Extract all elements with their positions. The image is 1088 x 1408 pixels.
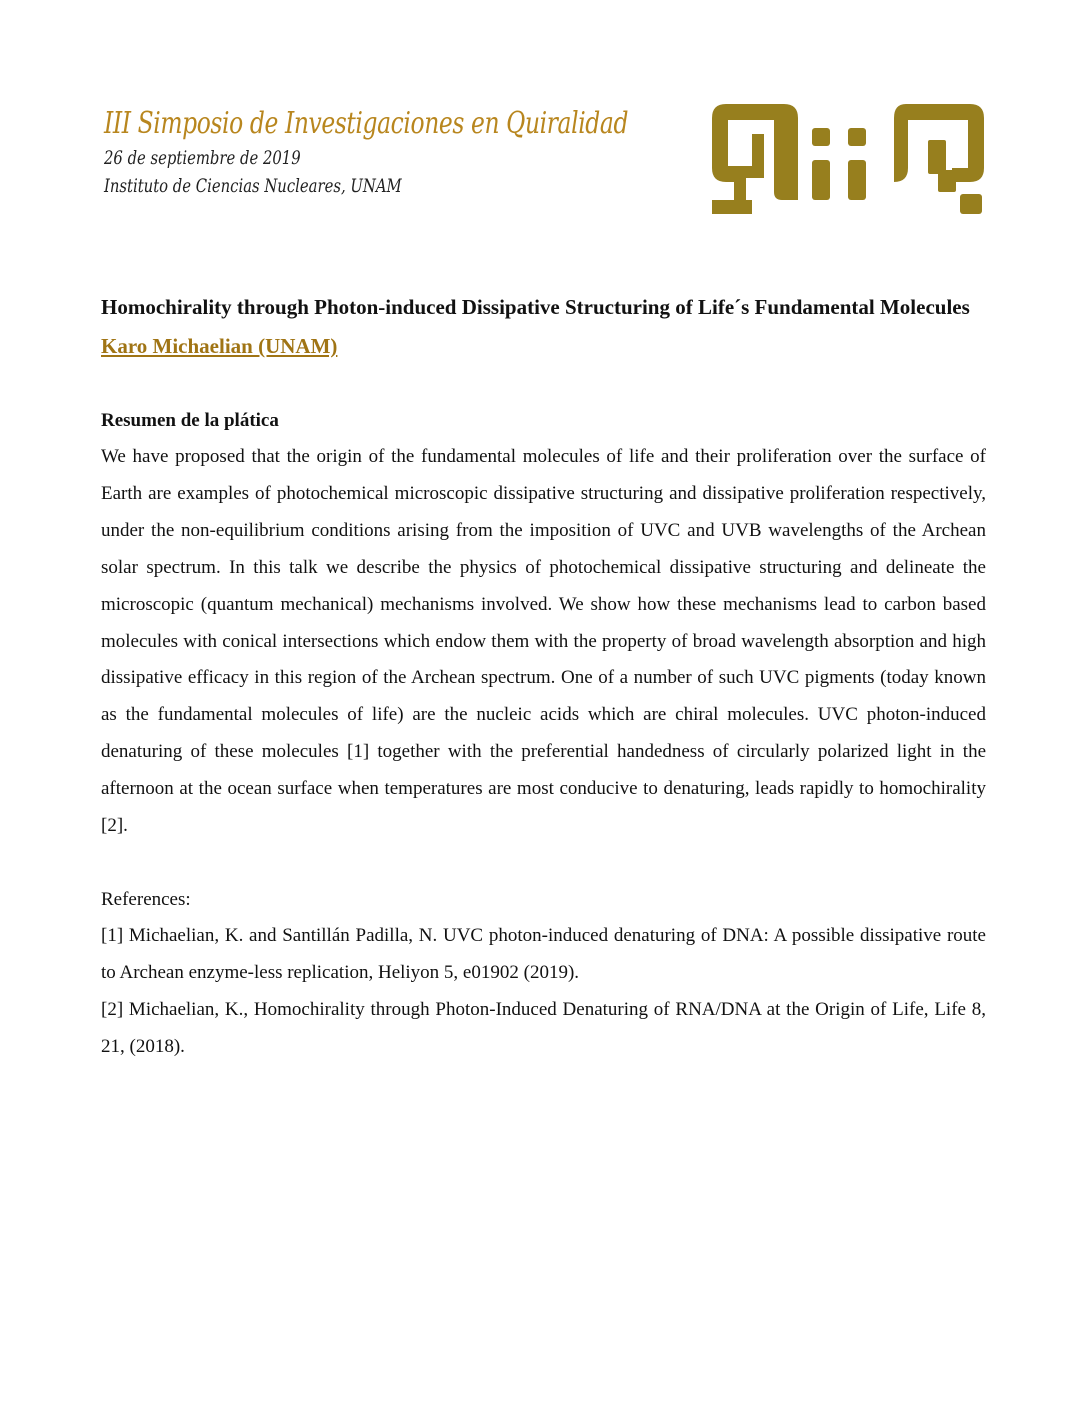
logo-glyph-i2-dot [848, 128, 866, 146]
logo-glyph-q-tail [960, 194, 982, 214]
logo-glyph-q-block1 [928, 140, 946, 174]
abstract-body: We have proposed that the origin of the fundamental molecules of life and their proliferation over the surface of Earth are examples of photochemical microscopic dissipative structuring and dissipative proliferation respectively, under the non-equilibrium conditions arising from the imposition of UVC and UVB wavelengths of the Archean solar spectrum. In this talk we describe the physics of photochemical dissipative structuring and delineate the microscopic (quantum mechanical) mechanisms involved. We show how these mechanisms lead to carbon based molecules with conical intersections which endow them with the property of broad wavelength absorption and high dissipative efficacy in this region of the Archean spectrum. One of a number of such UVC pigments (today known as the fundamental molecules of life) are the nucleic acids which are chiral molecules. UVC photon-induced denaturing of these molecules [1] together with the preferential handedness of circularly polarized light in the afternoon at the ocean surface when temperatures are most conducive to denaturing, leads rapidly to homochirality [2]. [101, 446, 986, 837]
event-header [104, 104, 776, 200]
reference-item: [2] Michaelian, K., Homochirality through Photon-Induced Denaturing of RNA/DNA at the Origin of Life, Life 8, 21, (2018). [101, 998, 986, 1057]
siiq-logo-icon [712, 104, 984, 216]
logo-glyph-q-block2 [938, 170, 956, 192]
document-body [101, 287, 986, 1066]
logo-glyph-i1-dot [812, 128, 830, 146]
logo-glyph-i2-stem [848, 160, 866, 200]
author-link[interactable]: Karo Michaelian (UNAM) [101, 334, 338, 358]
references-heading: References: [101, 888, 191, 910]
abstract-heading: Resumen de la plática [101, 410, 279, 431]
event-venue: Instituto de Ciencias Nucleares, UNAM [104, 175, 402, 197]
logo-glyph-s [712, 104, 798, 214]
event-date: 26 de septiembre de 2019 [104, 147, 301, 169]
reference-item: [1] Michaelian, K. and Santillán Padilla, N. UVC photon-induced denaturing of DNA: A possible dissipative route to Archean enzyme-less replication, Heliyon 5, e01902 (2019). [101, 924, 986, 983]
logo-glyph-i1-stem [812, 160, 830, 200]
talk-title: Homochirality through Photon-induced Dissipative Structuring of Life´s Fundamental Molecules [101, 295, 970, 319]
event-title: III Simposio de Investigaciones en Quiralidad [104, 106, 629, 141]
